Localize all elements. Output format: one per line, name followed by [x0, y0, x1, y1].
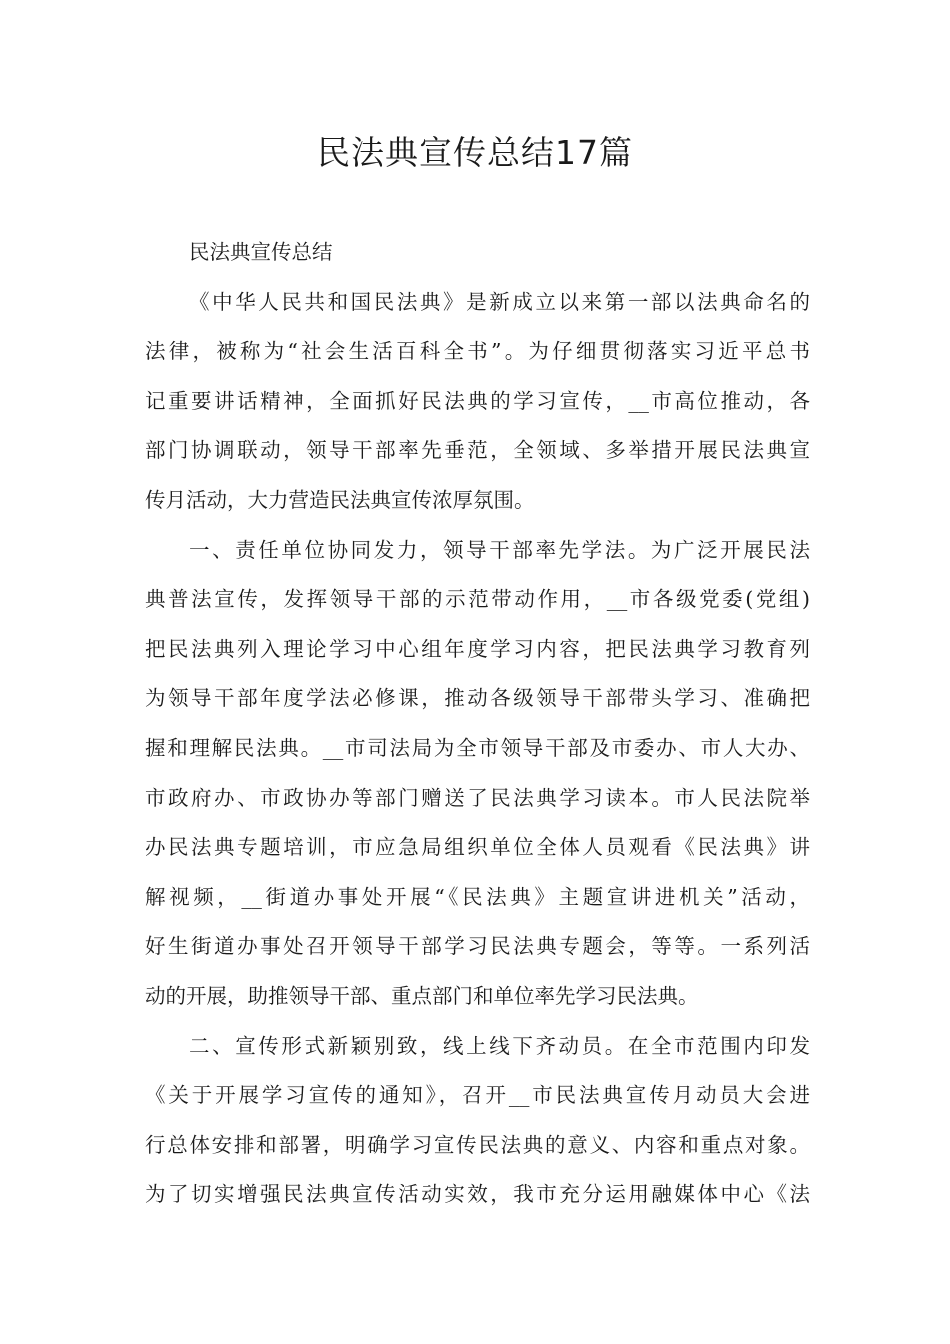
text-line: 为了切实增强民法典宣传活动实效，我市充分运用融媒体中心《法	[145, 1182, 810, 1207]
text-line: 行总体安排和部署，明确学习宣传民法典的意义、内容和重点对象。	[145, 1132, 810, 1157]
text-line: 办民法典专题培训，市应急局组织单位全体人员观看《民法典》讲	[145, 835, 810, 860]
text-line: 民法典宣传总结	[189, 240, 333, 264]
text-line: 法律，被称为“社会生活百科全书”。为仔细贯彻落实习近平总书	[145, 339, 810, 364]
text-line: 解视频，__街道办事处开展“《民法典》主题宣讲进机关”活动，	[145, 884, 810, 909]
text-line: 部门协调联动，领导干部率先垂范，全领域、多举措开展民法典宣	[145, 438, 810, 463]
text-line: 动的开展，助推领导干部、重点部门和单位率先学习民法典。	[145, 983, 699, 1008]
text-line: 二、宣传形式新颖别致，线上线下齐动员。在全市范围内印发	[189, 1033, 810, 1058]
text-line: 一、责任单位协同发力，领导干部率先学法。为广泛开展民法	[189, 537, 810, 562]
text-line: 把民法典列入理论学习中心组年度学习内容，把民法典学习教育列	[145, 636, 810, 661]
text-line: 为领导干部年度学法必修课，推动各级领导干部带头学习、准确把	[145, 686, 810, 711]
text-line: 《关于开展学习宣传的通知》，召开__市民法典宣传月动员大会进	[145, 1083, 810, 1108]
document-body	[145, 228, 810, 1220]
document-title: 民法典宣传总结17篇	[317, 133, 633, 172]
text-line: 好生街道办事处召开领导干部学习民法典专题会，等等。一系列活	[145, 934, 810, 959]
text-line: 典普法宣传，发挥领导干部的示范带动作用，__市各级党委(党组)	[145, 587, 810, 612]
text-line: 传月活动，大力营造民法典宣传浓厚氛围。	[145, 487, 535, 512]
text-line: 市政府办、市政协办等部门赠送了民法典学习读本。市人民法院举	[145, 785, 810, 810]
text-line: 记重要讲话精神，全面抓好民法典的学习宣传，__市高位推动，各	[145, 388, 810, 413]
text-line: 《中华人民共和国民法典》是新成立以来第一部以法典命名的	[189, 289, 810, 314]
text-line: 握和理解民法典。__市司法局为全市领导干部及市委办、市人大办、	[145, 735, 810, 760]
